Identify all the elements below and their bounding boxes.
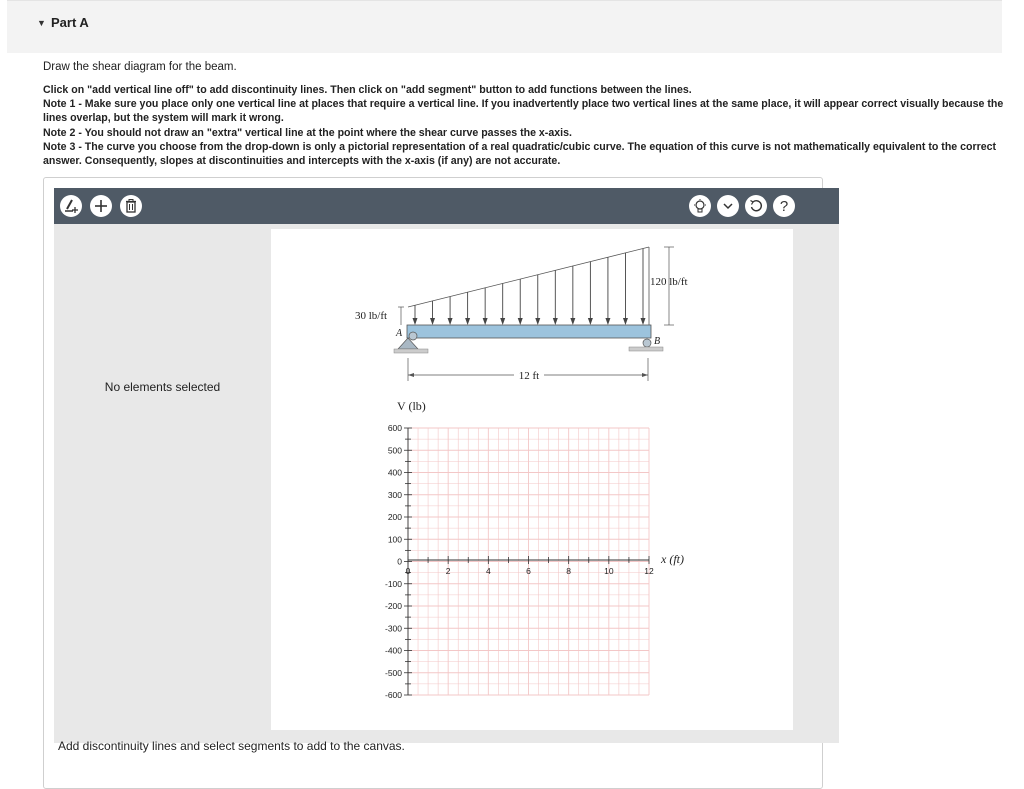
- x-tick-label: 6: [526, 566, 531, 576]
- problem-prompt: Draw the shear diagram for the beam.: [43, 61, 237, 73]
- x-tick-label: 12: [644, 566, 654, 576]
- x-tick-label: 10: [604, 566, 614, 576]
- toolbar: [54, 188, 839, 224]
- load-arrowhead: [623, 318, 628, 325]
- load-arrowhead: [605, 318, 610, 325]
- drawing-canvas[interactable]: [271, 229, 793, 730]
- hint-button[interactable]: [689, 195, 711, 217]
- instruction-note-2: Note 2 - You should not draw an "extra" vertical line at the point where the shear curve passes the x-axis.: [43, 126, 572, 139]
- add-segment-icon: [93, 198, 109, 214]
- span-label: 12 ft: [518, 370, 540, 382]
- y-tick-label: -300: [384, 623, 402, 634]
- y-tick-label: 300: [387, 489, 402, 500]
- y-tick-labels: [385, 423, 402, 700]
- add-vertical-line-icon: [63, 198, 79, 214]
- x-tick-label: 8: [566, 566, 572, 576]
- reset-icon: [748, 198, 764, 214]
- instruction-line: Click on "add vertical line off" to add discontinuity lines. Then click on "add segment" button to add functions between the lines.: [43, 84, 692, 96]
- hint-icon: [692, 198, 708, 214]
- shear-diagram[interactable]: [385, 399, 684, 700]
- chevron-down-icon: [721, 199, 735, 213]
- y-tick-label: -400: [384, 645, 402, 656]
- load-arrowhead: [518, 318, 523, 325]
- y-tick-label: 500: [387, 445, 402, 456]
- x-axis-label: x (ft): [661, 552, 684, 566]
- instruction-note-3: Note 3 - The curve you choose from the drop-down is only a pictorial representation of a real quadratic/cubic curve. The equation of this curve is not mathematically equivalent to the correct answer. Consequently, slopes at discontinuities and intercepts with the x-axis (if any) are not accurate.: [43, 140, 997, 168]
- help-icon: ?: [779, 197, 789, 215]
- y-tick-label: -200: [384, 601, 402, 611]
- y-tick-label: -100: [384, 578, 402, 589]
- load-arrowhead: [535, 318, 540, 325]
- collapse-caret-icon[interactable]: ▼: [37, 18, 46, 28]
- y-tick-label: -600: [384, 690, 402, 700]
- properties-panel: [54, 224, 271, 743]
- distributed-load-arrows: [413, 248, 646, 325]
- reset-button[interactable]: [745, 195, 767, 217]
- y-axis-label: V (lb): [397, 399, 426, 413]
- add-segment-button[interactable]: [90, 195, 112, 217]
- load-arrowhead: [430, 318, 435, 325]
- x-tick-label: 4: [485, 566, 491, 576]
- load-right-label: 120 lb/ft: [650, 276, 688, 288]
- load-arrowhead: [483, 318, 488, 325]
- delete-button[interactable]: [120, 195, 142, 217]
- options-dropdown-button[interactable]: [717, 195, 739, 217]
- support-a-label: A: [396, 328, 403, 339]
- load-arrowhead: [465, 318, 470, 325]
- y-tick-label: 200: [387, 512, 402, 522]
- canvas-svg[interactable]: [271, 229, 793, 730]
- y-tick-label: 400: [387, 467, 402, 478]
- delete-icon: [123, 198, 139, 214]
- instruction-note-1: Note 1 - Make sure you place only one vertical line at places that require a vertical line. If you inadvertently place two vertical lines at the same place, it will appear correct visually because the lines overlap, but the system will mark it wrong.: [43, 98, 1004, 125]
- y-tick-label: 0: [397, 556, 402, 567]
- roller-support-b: [643, 339, 651, 347]
- status-message: Add discontinuity lines and select segments to add to the canvas.: [58, 739, 405, 753]
- add-vertical-line-button[interactable]: [60, 195, 82, 217]
- x-tick-label: 0: [405, 566, 411, 576]
- load-left-label: 30 lb/ft: [355, 310, 388, 322]
- y-tick-label: 100: [387, 534, 402, 545]
- load-arrowhead: [448, 318, 453, 325]
- beam-figure: [355, 247, 688, 382]
- selection-status: No elements selected: [104, 380, 221, 394]
- load-arrowhead: [570, 318, 575, 325]
- support-b-label: B: [654, 336, 661, 347]
- load-arrowhead: [500, 318, 505, 325]
- load-arrowhead: [641, 318, 646, 325]
- part-header[interactable]: [7, 0, 1002, 53]
- y-tick-label: -500: [384, 667, 402, 678]
- x-tick-labels: [406, 566, 654, 576]
- x-tick-label: 2: [445, 566, 451, 576]
- beam: [407, 325, 651, 338]
- load-arrowhead: [413, 318, 418, 325]
- y-tick-label: 600: [387, 423, 402, 433]
- load-arrowhead: [588, 318, 593, 325]
- help-button[interactable]: [773, 195, 795, 217]
- instructions: [43, 83, 1005, 168]
- load-arrowhead: [553, 318, 558, 325]
- part-title: Part A: [51, 15, 89, 30]
